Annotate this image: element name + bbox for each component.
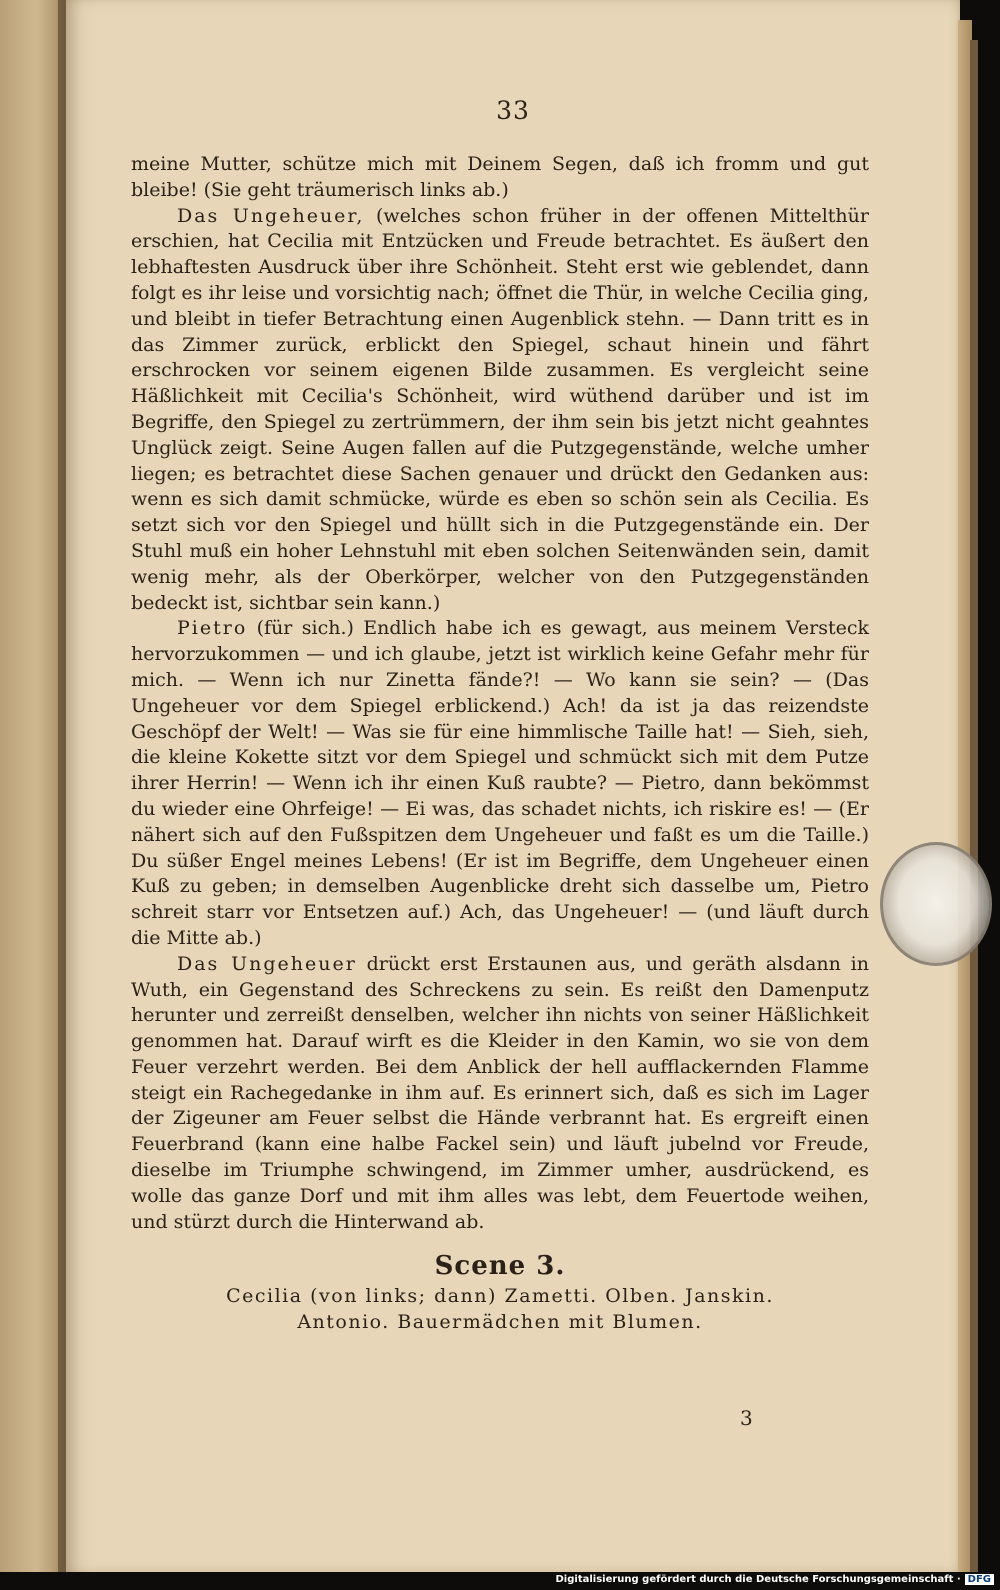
cast-list-line: Antonio. Bauermädchen mit Blumen. (297, 1311, 703, 1334)
digitization-footer (556, 1574, 995, 1588)
body-text (131, 152, 869, 1335)
speaker-name: Das Ungeheuer (177, 952, 357, 975)
paragraph-text: drückt erst Erstaunen aus, und geräth alsdann in Wuth, ein Gegenstand des Schreckens zu sein. Es reißt den Damenputz herunter und zerreißt denselben, welcher ihn nichts von seiner Häßlichkeit genommen hat. Darauf wirft es die Kleider in den Kamin, wo sie von dem Feuer verzehrt werden. Bei dem Anblick der hell aufflackernden Flamme steigt ein Rachegedanke in ihm auf. Es erinnert sich, daß es sich im Lager der Zigeuner am Feuer selbst die Hände verbrannt hat. Es ergreift einen Feuerbrand (kann eine halbe Fackel sein) und läuft jubelnd vor Freude, dieselbe im Triumphe schwingend, im Zimmer umher, ausdrückend, es wolle das ganze Dorf und mit ihm alles was lebt, dem Feuertode weihen, und stürzt durch die Hinterwand ab. (131, 952, 869, 1233)
page-number: 33 (496, 96, 530, 125)
paragraph (131, 616, 869, 951)
funding-credit: Digitalisierung gefördert durch die Deutsche Forschungsgemeinschaft · (555, 1574, 961, 1585)
left-page-edge (0, 0, 66, 1572)
speaker-name: Das Ungeheuer, (177, 204, 365, 227)
scene-heading: Scene 3. (434, 1251, 566, 1282)
paragraph-text: (welches schon früher in der offenen Mittelthür erschien, hat Cecilia mit Entzücken und Freude betrachtet. Es äußert den lebhaftesten Ausdruck über ihre Schönheit. Steht erst wie geblendet, dann folgt es ihr leise und vorsichtig nach; öffnet die Thür, in welche Cecilia ging, und bleibt in tiefer Betrachtung einen Augenblick stehn. — Dann tritt es in das Zimmer zurück, erblickt den Spiegel, schaut hinein und fährt erschrocken vor seinem eigenen Bilde zusammen. Es vergleicht seine Häßlichkeit mit Cecilia's Schönheit, wird wüthend darüber und ist im Begriffe, den Spiegel zu zertrümmern, der ihm sein bis jetzt nicht geahntes Unglück zeigt. Seine Augen fallen auf die Putzgegenstände, welche umher liegen; es betrachtet diese Sachen genauer und drückt den Gedanken aus: wenn es sich damit schmücke, würde es eben so schön sein als Cecilia. Es setzt sich vor den Spiegel und hüllt sich in die Putzgegenstände ein. Der Stuhl muß ein hoher Lehnstuhl mit eben solchen Seitenwänden sein, damit wenig mehr, als der Oberkörper, welcher von den Putzgegenständen bedeckt ist, sichtbar sein kann.) (131, 204, 869, 614)
cover-edge (970, 40, 978, 1572)
magnifier-glare (880, 842, 992, 966)
paragraph: meine Mutter, schütze mich mit Deinem Segen, daß ich fromm und gut bleibe! (Sie geht träumerisch links ab.) (131, 153, 869, 201)
paragraph-text: (für sich.) Endlich habe ich es gewagt, aus meinem Versteck hervorzukommen — und ich glaube, jetzt ist wirklich keine Gefahr mehr für mich. — Wenn ich nur Zinetta fände?! — Wo kann sie sein? — (Das Ungeheuer vor dem Spiegel erblickend.) Ach! da ist ja das reizendste Geschöpf der Welt! — Was sie für eine himmlische Taille hat! — Sieh, sieh, die kleine Kokette sitzt vor dem Spiegel und schmückt sich mit dem Putze ihrer Herrin! — Wenn ich ihr einen Kuß raubte? — Pietro, dann bekömmst du wieder eine Ohrfeige! — Ei was, das schadet nichts, ich riskire es! — (Er nähert sich auf den Fußspitzen dem Ungeheuer und faßt es um die Taille.) Du süßer Engel meines Lebens! (Er ist im Begriffe, dem Ungeheuer einen Kuß zu geben; in demselben Augenblicke dreht sich dasselbe um, Pietro schreit starr vor Entsetzen auf.) Ach, das Ungeheuer! — (und läuft durch die Mitte ab.) (131, 617, 869, 949)
dfg-logo: DFG (965, 1574, 994, 1585)
signature-mark: 3 (740, 1406, 753, 1430)
speaker-name: Pietro (177, 617, 248, 640)
paragraph (131, 952, 869, 1236)
cast-list-line: Cecilia (von links; dann) Zametti. Olben. Janskin. (226, 1285, 774, 1308)
paragraph (131, 204, 869, 617)
